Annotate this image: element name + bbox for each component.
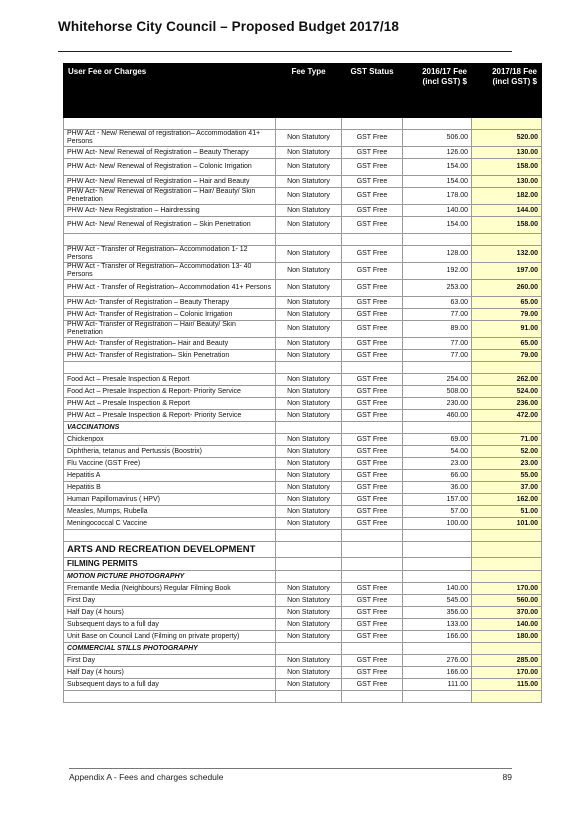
gst-status-cell: GST Free (342, 607, 403, 619)
table-row (64, 374, 542, 386)
empty-cell (403, 542, 472, 558)
fee-2017-18-cell: 170.00 (472, 583, 542, 595)
fee-type-cell: Non Statutory (276, 619, 342, 631)
gst-status-cell: GST Free (342, 434, 403, 446)
table-row (64, 518, 542, 530)
gst-status-cell: GST Free (342, 350, 403, 362)
empty-cell (403, 643, 472, 655)
fee-type-cell: Non Statutory (276, 176, 342, 188)
row-label-cell (64, 530, 276, 542)
fee-name-cell: PHW Act- Transfer of Registration– Skin Penetration (64, 350, 276, 362)
empty-cell (342, 542, 403, 558)
fee-name-cell: Half Day (4 hours) (64, 667, 276, 679)
empty-highlight-cell (472, 234, 542, 246)
fee-type-cell: Non Statutory (276, 246, 342, 263)
fee-type-cell: Non Statutory (276, 655, 342, 667)
fee-2016-17-cell: 154.00 (403, 159, 472, 176)
gst-status-cell: GST Free (342, 130, 403, 147)
header-fee-2016-17: 2016/17 Fee (incl GST) $ (403, 64, 472, 118)
header-gst-status: GST Status (342, 64, 403, 118)
fee-2016-17-cell: 166.00 (403, 667, 472, 679)
gst-status-cell: GST Free (342, 458, 403, 470)
fee-name-cell: Hepatitis A (64, 470, 276, 482)
fee-type-cell: Non Statutory (276, 338, 342, 350)
row-label-cell: ARTS AND RECREATION DEVELOPMENT (64, 542, 276, 558)
fee-name-cell: Half Day (4 hours) (64, 607, 276, 619)
empty-highlight-cell (472, 643, 542, 655)
empty-cell (403, 422, 472, 434)
table-row (64, 205, 542, 217)
fee-2017-18-cell: 115.00 (472, 679, 542, 691)
empty-highlight-cell (472, 530, 542, 542)
fee-2017-18-cell: 262.00 (472, 374, 542, 386)
fee-2017-18-cell: 130.00 (472, 176, 542, 188)
empty-highlight-cell (472, 422, 542, 434)
empty-cell (276, 530, 342, 542)
empty-cell (403, 362, 472, 374)
fee-type-cell: Non Statutory (276, 374, 342, 386)
fee-2016-17-cell: 140.00 (403, 205, 472, 217)
fee-2017-18-cell: 560.00 (472, 595, 542, 607)
gst-status-cell: GST Free (342, 188, 403, 205)
table-header-row (64, 64, 542, 118)
table-row (64, 217, 542, 234)
gst-status-cell: GST Free (342, 321, 403, 338)
fee-type-cell: Non Statutory (276, 595, 342, 607)
fee-2017-18-cell: 130.00 (472, 147, 542, 159)
footer-page-number: 89 (502, 772, 512, 782)
fee-type-cell: Non Statutory (276, 205, 342, 217)
fees-table (63, 63, 542, 703)
table-row (64, 595, 542, 607)
gst-status-cell: GST Free (342, 246, 403, 263)
gst-status-cell: GST Free (342, 446, 403, 458)
fee-2017-18-cell: 182.00 (472, 188, 542, 205)
table-row (64, 410, 542, 422)
fee-2017-18-cell: 524.00 (472, 386, 542, 398)
table-row (64, 619, 542, 631)
empty-highlight-cell (472, 571, 542, 583)
subheading-row (64, 643, 542, 655)
fee-2016-17-cell: 111.00 (403, 679, 472, 691)
empty-cell (276, 362, 342, 374)
fee-type-cell: Non Statutory (276, 494, 342, 506)
empty-cell (276, 558, 342, 571)
fee-2017-18-cell: 37.00 (472, 482, 542, 494)
table-row (64, 176, 542, 188)
fee-2017-18-cell: 197.00 (472, 263, 542, 280)
fee-type-cell: Non Statutory (276, 446, 342, 458)
empty-cell (276, 643, 342, 655)
fee-2017-18-cell: 170.00 (472, 667, 542, 679)
fee-type-cell: Non Statutory (276, 410, 342, 422)
fee-2016-17-cell: 154.00 (403, 176, 472, 188)
gst-status-cell: GST Free (342, 470, 403, 482)
fee-name-cell: Unit Base on Council Land (Filming on private property) (64, 631, 276, 643)
table-row (64, 338, 542, 350)
row-label-cell: VACCINATIONS (64, 422, 276, 434)
empty-cell (342, 530, 403, 542)
empty-cell (403, 530, 472, 542)
fee-2016-17-cell: 230.00 (403, 398, 472, 410)
fee-2017-18-cell: 370.00 (472, 607, 542, 619)
gst-status-cell: GST Free (342, 338, 403, 350)
empty-cell (342, 643, 403, 655)
fee-type-cell: Non Statutory (276, 679, 342, 691)
row-label-cell (64, 362, 276, 374)
fee-2017-18-cell: 180.00 (472, 631, 542, 643)
fee-2016-17-cell: 460.00 (403, 410, 472, 422)
fee-2016-17-cell: 166.00 (403, 631, 472, 643)
fee-2016-17-cell: 69.00 (403, 434, 472, 446)
empty-highlight-cell (472, 691, 542, 703)
fee-name-cell: Flu Vaccine (GST Free) (64, 458, 276, 470)
gst-status-cell: GST Free (342, 374, 403, 386)
fee-name-cell: Chickenpox (64, 434, 276, 446)
table-row (64, 309, 542, 321)
subheading-row (64, 422, 542, 434)
table-row (64, 631, 542, 643)
fee-2016-17-cell: 356.00 (403, 607, 472, 619)
blank-row (64, 118, 542, 130)
fee-type-cell: Non Statutory (276, 458, 342, 470)
fee-2016-17-cell: 77.00 (403, 338, 472, 350)
table-row (64, 583, 542, 595)
table-row (64, 434, 542, 446)
table-row (64, 482, 542, 494)
gst-status-cell: GST Free (342, 506, 403, 518)
table-row (64, 506, 542, 518)
table-row (64, 398, 542, 410)
fee-2016-17-cell: 133.00 (403, 619, 472, 631)
fee-2017-18-cell: 23.00 (472, 458, 542, 470)
header-fee-name: User Fee or Charges (64, 64, 276, 118)
fee-2016-17-cell: 508.00 (403, 386, 472, 398)
fee-2016-17-cell: 126.00 (403, 147, 472, 159)
table-row (64, 321, 542, 338)
fee-type-cell: Non Statutory (276, 147, 342, 159)
fee-name-cell: Subsequent days to a full day (64, 679, 276, 691)
fee-name-cell: PHW Act- New/ Renewal of Registration – Hair and Beauty (64, 176, 276, 188)
table-row (64, 263, 542, 280)
empty-cell (342, 571, 403, 583)
page-title: Whitehorse City Council – Proposed Budget 2017/18 (58, 19, 399, 34)
header-fee-type: Fee Type (276, 64, 342, 118)
fee-2017-18-cell: 520.00 (472, 130, 542, 147)
fee-name-cell: PHW Act - New/ Renewal of registration– Accommodation 41+ Persons (64, 130, 276, 147)
empty-cell (276, 542, 342, 558)
gst-status-cell: GST Free (342, 482, 403, 494)
gst-status-cell: GST Free (342, 667, 403, 679)
fee-type-cell: Non Statutory (276, 583, 342, 595)
empty-cell (276, 691, 342, 703)
fee-2016-17-cell: 154.00 (403, 217, 472, 234)
gst-status-cell: GST Free (342, 297, 403, 309)
gst-status-cell: GST Free (342, 410, 403, 422)
blank-row (64, 234, 542, 246)
fee-2017-18-cell: 236.00 (472, 398, 542, 410)
fee-type-cell: Non Statutory (276, 321, 342, 338)
fee-type-cell: Non Statutory (276, 130, 342, 147)
fee-2017-18-cell: 65.00 (472, 297, 542, 309)
empty-cell (342, 422, 403, 434)
fee-name-cell: PHW Act- New/ Renewal of Registration – Beauty Therapy (64, 147, 276, 159)
table-row (64, 350, 542, 362)
fee-name-cell: PHW Act – Presale Inspection & Report- Priority Service (64, 410, 276, 422)
gst-status-cell: GST Free (342, 386, 403, 398)
fee-name-cell: Measles, Mumps, Rubella (64, 506, 276, 518)
footer-rule (69, 768, 512, 769)
fee-2016-17-cell: 140.00 (403, 583, 472, 595)
row-label-cell: MOTION PICTURE PHOTOGRAPHY (64, 571, 276, 583)
fee-2016-17-cell: 157.00 (403, 494, 472, 506)
empty-cell (342, 362, 403, 374)
gst-status-cell: GST Free (342, 619, 403, 631)
fee-2017-18-cell: 285.00 (472, 655, 542, 667)
fee-2017-18-cell: 51.00 (472, 506, 542, 518)
blank-row (64, 530, 542, 542)
empty-cell (276, 422, 342, 434)
gst-status-cell: GST Free (342, 147, 403, 159)
fee-name-cell: PHW Act- Transfer of Registration– Hair and Beauty (64, 338, 276, 350)
fee-name-cell: PHW Act- New/ Renewal of Registration – Skin Penetration (64, 217, 276, 234)
table-body (64, 118, 542, 703)
fee-2016-17-cell: 506.00 (403, 130, 472, 147)
gst-status-cell: GST Free (342, 280, 403, 297)
fee-name-cell: Diphtheria, tetanus and Pertussis (Boostrix) (64, 446, 276, 458)
fee-name-cell: First Day (64, 655, 276, 667)
fee-type-cell: Non Statutory (276, 482, 342, 494)
fee-name-cell: Subsequent days to a full day (64, 619, 276, 631)
fee-2017-18-cell: 158.00 (472, 159, 542, 176)
gst-status-cell: GST Free (342, 518, 403, 530)
fee-2016-17-cell: 77.00 (403, 309, 472, 321)
empty-cell (276, 571, 342, 583)
fee-name-cell: Fremantle Media (Neighbours) Regular Filming Book (64, 583, 276, 595)
fee-type-cell: Non Statutory (276, 263, 342, 280)
fee-type-cell: Non Statutory (276, 631, 342, 643)
table-row (64, 188, 542, 205)
empty-cell (342, 558, 403, 571)
fee-2017-18-cell: 79.00 (472, 309, 542, 321)
fee-type-cell: Non Statutory (276, 470, 342, 482)
fee-type-cell: Non Statutory (276, 398, 342, 410)
fee-name-cell: Food Act – Presale Inspection & Report (64, 374, 276, 386)
fee-name-cell: First Day (64, 595, 276, 607)
gst-status-cell: GST Free (342, 398, 403, 410)
table-row (64, 667, 542, 679)
fee-2016-17-cell: 192.00 (403, 263, 472, 280)
table-row (64, 679, 542, 691)
fee-2017-18-cell: 91.00 (472, 321, 542, 338)
fee-name-cell: PHW Act- New/ Renewal of Registration – Hair/ Beauty/ Skin Penetration (64, 188, 276, 205)
fee-name-cell: Hepatitis B (64, 482, 276, 494)
fee-2016-17-cell: 128.00 (403, 246, 472, 263)
empty-cell (342, 118, 403, 130)
fee-2016-17-cell: 57.00 (403, 506, 472, 518)
gst-status-cell: GST Free (342, 655, 403, 667)
empty-highlight-cell (472, 118, 542, 130)
fee-name-cell: Human Papillomavirus ( HPV) (64, 494, 276, 506)
empty-cell (342, 691, 403, 703)
table-row (64, 446, 542, 458)
subheading-row (64, 571, 542, 583)
fee-type-cell: Non Statutory (276, 280, 342, 297)
fee-2016-17-cell: 254.00 (403, 374, 472, 386)
fee-2017-18-cell: 260.00 (472, 280, 542, 297)
gst-status-cell: GST Free (342, 205, 403, 217)
fee-type-cell: Non Statutory (276, 350, 342, 362)
row-label-cell: FILMING PERMITS (64, 558, 276, 571)
fee-type-cell: Non Statutory (276, 217, 342, 234)
fee-2016-17-cell: 100.00 (403, 518, 472, 530)
title-rule (58, 51, 512, 52)
gst-status-cell: GST Free (342, 494, 403, 506)
fee-2016-17-cell: 77.00 (403, 350, 472, 362)
row-label-cell (64, 691, 276, 703)
gst-status-cell: GST Free (342, 583, 403, 595)
table-row (64, 458, 542, 470)
fee-2017-18-cell: 472.00 (472, 410, 542, 422)
group-heading-row (64, 558, 542, 571)
blank-row (64, 362, 542, 374)
table-row (64, 246, 542, 263)
fee-2016-17-cell: 545.00 (403, 595, 472, 607)
fee-2016-17-cell: 36.00 (403, 482, 472, 494)
table-row (64, 470, 542, 482)
blank-row (64, 691, 542, 703)
fee-2017-18-cell: 140.00 (472, 619, 542, 631)
fee-2016-17-cell: 63.00 (403, 297, 472, 309)
row-label-cell: COMMERCIAL STILLS PHOTOGRAPHY (64, 643, 276, 655)
row-label-cell (64, 234, 276, 246)
fee-name-cell: PHW Act- New/ Renewal of Registration – Colonic Irrigation (64, 159, 276, 176)
fee-type-cell: Non Statutory (276, 159, 342, 176)
fee-name-cell: PHW Act- New Registration – Hairdressing (64, 205, 276, 217)
table-row (64, 297, 542, 309)
gst-status-cell: GST Free (342, 631, 403, 643)
section-heading-row (64, 542, 542, 558)
fee-type-cell: Non Statutory (276, 506, 342, 518)
empty-cell (342, 234, 403, 246)
fee-type-cell: Non Statutory (276, 188, 342, 205)
table-row (64, 655, 542, 667)
fee-2017-18-cell: 52.00 (472, 446, 542, 458)
fee-2017-18-cell: 158.00 (472, 217, 542, 234)
fee-type-cell: Non Statutory (276, 434, 342, 446)
fee-type-cell: Non Statutory (276, 386, 342, 398)
header-fee-2017-18: 2017/18 Fee (incl GST) $ (472, 64, 542, 118)
footer-document-label: Appendix A - Fees and charges schedule (69, 772, 224, 782)
empty-cell (403, 691, 472, 703)
empty-highlight-cell (472, 362, 542, 374)
fee-2016-17-cell: 89.00 (403, 321, 472, 338)
gst-status-cell: GST Free (342, 595, 403, 607)
table-row (64, 386, 542, 398)
fee-2017-18-cell: 132.00 (472, 246, 542, 263)
row-label-cell (64, 118, 276, 130)
gst-status-cell: GST Free (342, 263, 403, 280)
gst-status-cell: GST Free (342, 217, 403, 234)
empty-cell (276, 118, 342, 130)
fee-2017-18-cell: 101.00 (472, 518, 542, 530)
empty-highlight-cell (472, 558, 542, 571)
empty-highlight-cell (472, 542, 542, 558)
fee-2016-17-cell: 276.00 (403, 655, 472, 667)
fee-name-cell: PHW Act- Transfer of Registration – Colonic Irrigation (64, 309, 276, 321)
fee-2017-18-cell: 144.00 (472, 205, 542, 217)
fee-name-cell: PHW Act – Presale Inspection & Report (64, 398, 276, 410)
gst-status-cell: GST Free (342, 679, 403, 691)
table-row (64, 130, 542, 147)
empty-cell (403, 234, 472, 246)
gst-status-cell: GST Free (342, 309, 403, 321)
fee-2016-17-cell: 253.00 (403, 280, 472, 297)
table-row (64, 280, 542, 297)
fee-type-cell: Non Statutory (276, 518, 342, 530)
table-row (64, 607, 542, 619)
fee-2016-17-cell: 66.00 (403, 470, 472, 482)
fee-2017-18-cell: 55.00 (472, 470, 542, 482)
empty-cell (403, 558, 472, 571)
fee-2016-17-cell: 23.00 (403, 458, 472, 470)
empty-cell (276, 234, 342, 246)
table-row (64, 147, 542, 159)
fee-type-cell: Non Statutory (276, 667, 342, 679)
fee-2016-17-cell: 178.00 (403, 188, 472, 205)
empty-cell (403, 571, 472, 583)
fee-name-cell: PHW Act- Transfer of Registration – Hair/ Beauty/ Skin Penetration (64, 321, 276, 338)
gst-status-cell: GST Free (342, 176, 403, 188)
fee-name-cell: Meningococcal C Vaccine (64, 518, 276, 530)
gst-status-cell: GST Free (342, 159, 403, 176)
fee-2017-18-cell: 79.00 (472, 350, 542, 362)
fee-name-cell: Food Act – Presale Inspection & Report- Priority Service (64, 386, 276, 398)
fee-type-cell: Non Statutory (276, 297, 342, 309)
fee-2017-18-cell: 71.00 (472, 434, 542, 446)
empty-cell (403, 118, 472, 130)
fee-type-cell: Non Statutory (276, 607, 342, 619)
fee-2017-18-cell: 65.00 (472, 338, 542, 350)
fee-name-cell: PHW Act- Transfer of Registration – Beauty Therapy (64, 297, 276, 309)
fee-2016-17-cell: 54.00 (403, 446, 472, 458)
fee-type-cell: Non Statutory (276, 309, 342, 321)
table-row (64, 494, 542, 506)
table-row (64, 159, 542, 176)
fee-name-cell: PHW Act - Transfer of Registration– Accommodation 13- 40 Persons (64, 263, 276, 280)
fee-name-cell: PHW Act - Transfer of Registration– Accommodation 41+ Persons (64, 280, 276, 297)
fee-name-cell: PHW Act - Transfer of Registration– Accommodation 1- 12 Persons (64, 246, 276, 263)
fee-2017-18-cell: 162.00 (472, 494, 542, 506)
